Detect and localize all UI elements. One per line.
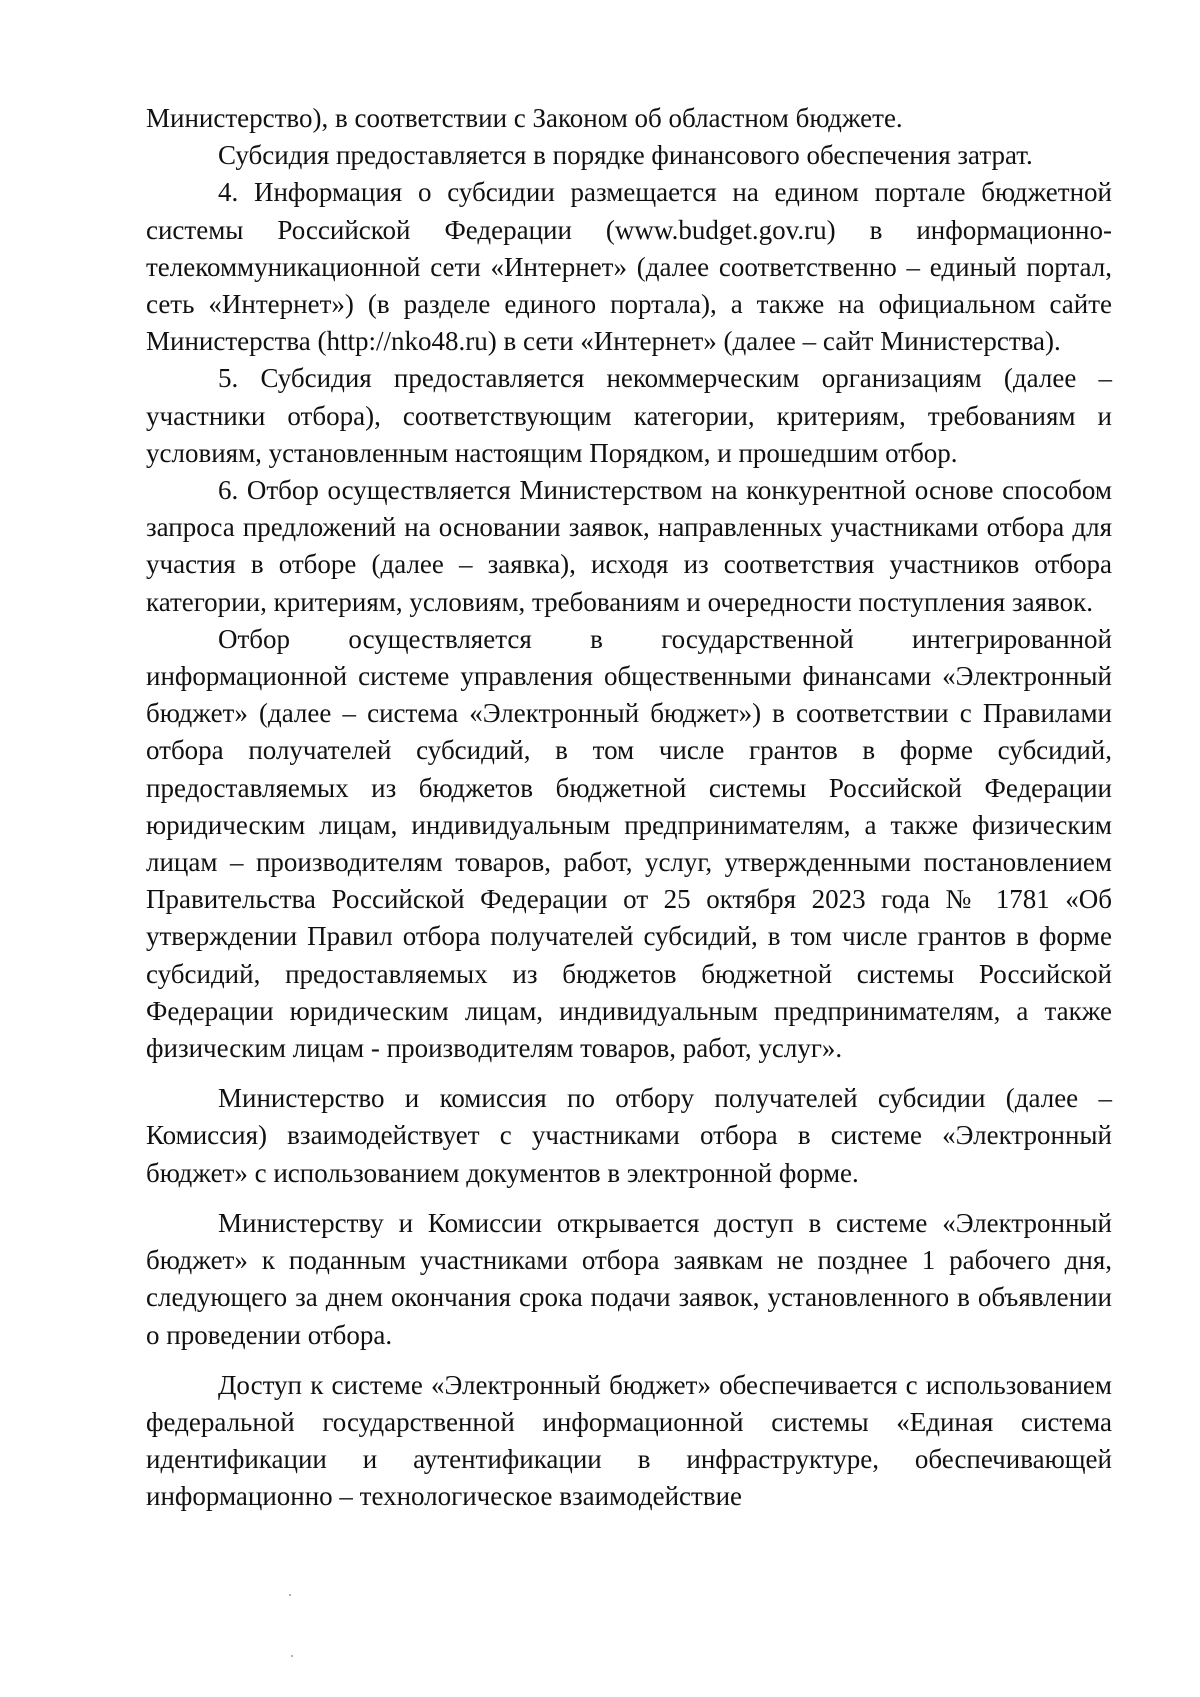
paragraph-commission: Министерство и комиссия по отбору получателей субсидии (далее – Комиссия) взаимодействует с участниками отбора в системе «Электронный бюджет» с использованием документов в электронной форме.	[146, 1083, 1112, 1188]
paragraph-selection-system: Отбор осуществляется в государственной интегрированной информационной системе управления общественными финансами «Электронный бюджет» (далее – система «Электронный бюджет») в соответствии с Правилами отбора получателей субсидий, в том числе грантов в форме субсидий, предоставляемых из бюджетов бюджетной системы Российской Федерации юридическим лицам, индивидуальным предпринимателям, а также физическим лицам – производителям товаров, работ, услуг, утвержденными постановлением Правительства Российской Федерации от 25 октября 2023 года № 1781 «Об утверждении Правил отбора получателей субсидий, в том числе грантов в форме субсидий, предоставляемых из бюджетов бюджетной системы Российской Федерации юридическим лицам, индивидуальным предпринимателям, а также физическим лицам - производителям товаров, работ, услуг».	[146, 623, 1112, 1064]
scan-speck	[291, 1655, 293, 1657]
paragraph-item-5: 5. Субсидия предоставляется некоммерческим организациям (далее – участники отбора), соответствующим категории, критериям, требованиям и условиям, установленным настоящим Порядком, и прошедшим отбор.	[146, 363, 1112, 468]
document-body	[146, 100, 1112, 1516]
paragraph-access-system: Доступ к системе «Электронный бюджет» обеспечивается с использованием федеральной государственной информационной системы «Единая система идентификации и аутентификации в инфраструктуре, обеспечивающей информационно – технологическое взаимодействие	[146, 1369, 1112, 1512]
scan-speck	[289, 1594, 291, 1596]
paragraph-item-4: 4. Информация о субсидии размещается на едином портале бюджетной системы Российской Федерации (www.budget.gov.ru) в информационно-телекоммуникационной сети «Интернет» (далее соответственно – единый портал, сеть «Интернет») (в разделе единого портала), а также на официальном сайте Министерства (http://nko48.ru) в сети «Интернет» (далее – сайт Министерства).	[146, 177, 1112, 357]
paragraph-subsidy-financing: Субсидия предоставляется в порядке финансового обеспечения затрат.	[218, 140, 1033, 171]
paragraph-continuation: Министерство), в соответствии с Законом об областном бюджете.	[146, 103, 903, 133]
paragraph-access-applications: Министерству и Комиссии открывается доступ в системе «Электронный бюджет» к поданным участниками отбора заявкам не позднее 1 рабочего дня, следующего за днем окончания срока подачи заявок, установленного в объявлении о проведении отбора.	[146, 1207, 1112, 1350]
paragraph-item-6: 6. Отбор осуществляется Министерством на конкурентной основе способом запроса предложений на основании заявок, направленных участниками отбора для участия в отборе (далее – заявка), исходя из соответствия участников отбора категории, критериям, условиям, требованиям и очередности поступления заявок.	[146, 475, 1112, 617]
